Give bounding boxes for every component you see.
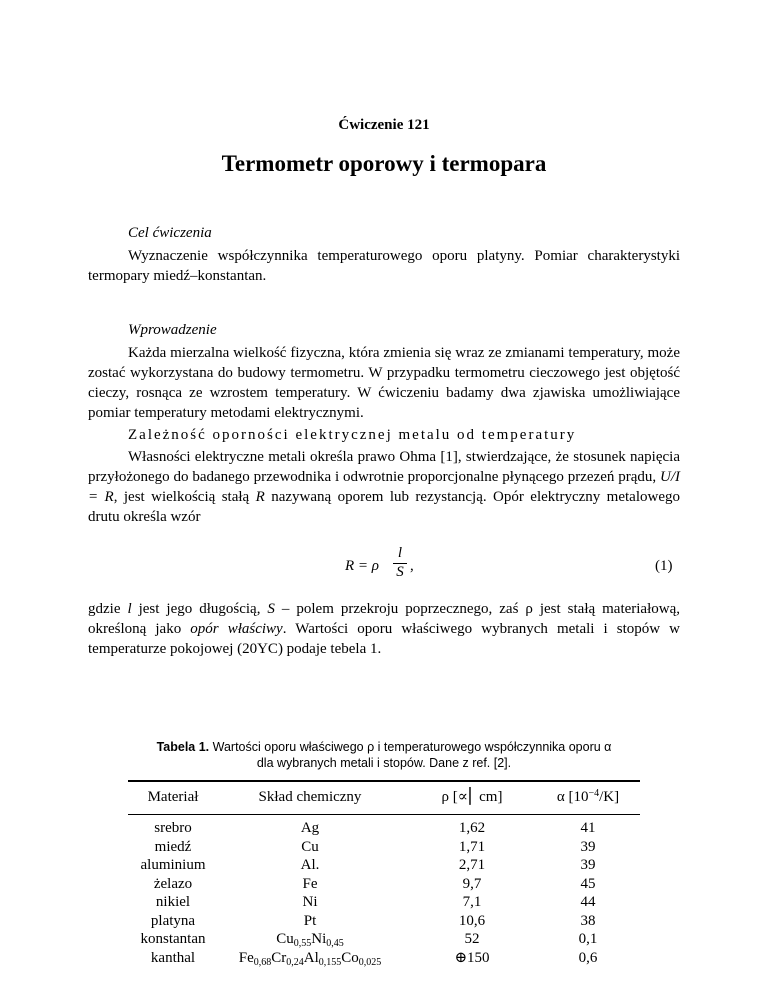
def-text-4: . Wartości oporu właściwego wybranych metali i stopów w temperaturze pokojowej (20ΥC) podaje tebela 1. [88,621,680,657]
rho-cell: 2,71 [458,857,486,873]
equation-number: (1) [655,558,673,574]
formula-denominator: S [396,564,404,580]
formula-lhs: R = ρ [345,558,379,574]
rho-cell: ⊕150 [454,949,490,966]
subscript: 0,025 [358,956,382,968]
header-material: Materiał [147,789,199,805]
composition-cell: Cu [301,838,319,855]
table-top-rule [128,780,640,782]
goal-heading: Cel ćwiczenia [128,225,212,241]
ohm-text-2: , jest wielkością stałą [113,489,256,505]
alpha-cell: 39 [580,838,596,855]
goal-paragraph: Wyznaczenie współczynnika temperaturowego oporu platyny. Pomiar charakterystyki termopary miedź–konstantan. [88,248,680,284]
def-l: l [127,601,132,617]
intro-heading: Wprowadzenie [128,322,217,338]
exercise-label: Ćwiczenie 121 [338,117,430,133]
alpha-cell: 39 [580,857,596,873]
formula-comma: , [410,558,414,574]
material-cell: srebro [154,820,192,836]
header-alpha [536,788,640,807]
rho-cell: 1,71 [458,838,486,855]
subscript: 0,55 [293,938,312,949]
composition-cell: Ag [300,820,320,836]
material-cell: kanthal [150,949,196,966]
table-caption [100,739,668,771]
composition-cell: Fe [302,875,318,892]
rho-cell: 52 [464,931,480,947]
def-text-2: jest jego długością, [131,601,268,617]
element: Co [341,949,359,966]
subscript: 0,155 [318,956,342,968]
alpha-cell: 41 [580,820,596,836]
subscript: 0,68 [253,956,272,968]
subscript: 0,24 [286,956,304,968]
alpha-cell: 44 [580,894,596,910]
rho-cell: 1,62 [458,820,486,836]
element: Ni [311,931,327,947]
rho-cell: 10,6 [458,912,486,929]
ohm-text-3: nazywaną oporem lub rezystancją. Opór elektryczny metalowego drutu określa wzór [88,489,680,525]
material-cell: nikiel [155,894,191,910]
material-cell: konstantan [140,931,206,947]
alpha-header-post: /K] [599,789,620,805]
rho-cell: 9,7 [462,875,482,892]
element: Fe [238,949,254,966]
composition-cell-constantan [220,930,400,949]
caption-line2: dla wybranych metali i stopów. Dane z ref. [2]. [256,756,512,770]
composition-cell: Al. [300,857,320,873]
ohm-formula-inline: U/I = R [88,469,680,505]
caption-label: Tabela 1. [156,740,210,754]
subscript: 0,45 [326,938,344,949]
alpha-cell: 0,6 [578,949,598,966]
rho-cells [420,819,524,967]
material-cells [128,819,218,967]
ohm-R: R [255,489,265,505]
material-cell: aluminium [140,857,206,873]
definition-paragraph [88,599,680,659]
composition-cell: Pt [303,912,317,929]
def-rho-term: opór właściwy [190,621,283,637]
alpha-cell: 38 [580,912,596,929]
table-header-rule [128,814,640,815]
def-text-3: – polem przekroju poprzecznego, zaś ρ jest stałą materiałową, określoną jako [88,601,680,637]
def-text-1: gdzie [88,601,128,617]
composition-cell-kanthal [220,949,400,968]
element: Cr [271,949,287,966]
caption-line1: Wartości oporu właściwego ρ i temperaturowego współczynnika oporu α [209,740,612,754]
header-composition: Skład chemiczny [258,789,362,805]
page-title: Termometr oporowy i termopara [221,151,547,176]
intro-paragraph: Każda mierzalna wielkość fizyczna, która zmienia się wraz ze zmianami temperatury, może zostać wykorzystana do budowy termometru. W przypadku termometru cieczowego jest objętość cieczy, rosnąca ze wzrostem temperatury. W ćwiczeniu badamy dwa zjawiska umożliwiające pomiar temperatury metodami elektrycznymi. [88,345,680,421]
def-S: S [267,601,275,617]
alpha-cell: 0,1 [578,931,598,947]
composition-cells [220,819,400,967]
resistance-formula [345,545,425,591]
composition-cell: Ni [302,894,318,910]
header-rho: ρ [∝⎜ cm] [441,789,503,805]
ohm-text-1: Własności elektryczne metali określa prawo Ohma [1], stwierdzające, że stosunek napięcia przyłożonego do badanego przewodnika i odwrotnie proporcjonalne płynącego przezeń prądu, [88,449,680,485]
element: Al [303,949,319,966]
formula-numerator: l [397,545,403,561]
formula-fraction [393,545,407,581]
alpha-cell: 45 [580,875,596,892]
rho-cell: 7,1 [462,894,482,910]
alpha-header-sup: −4 [588,788,600,799]
ohm-paragraph [88,447,680,527]
alpha-header-pre: α [10 [556,789,589,805]
alpha-cells [536,819,640,967]
material-cell: miedź [154,838,192,855]
subsection-heading: Zależność oporności elektrycznej metalu od temperatury [128,427,577,443]
material-cell: żelazo [153,875,193,892]
material-cell: platyna [150,912,196,929]
element: Cu [276,931,294,947]
